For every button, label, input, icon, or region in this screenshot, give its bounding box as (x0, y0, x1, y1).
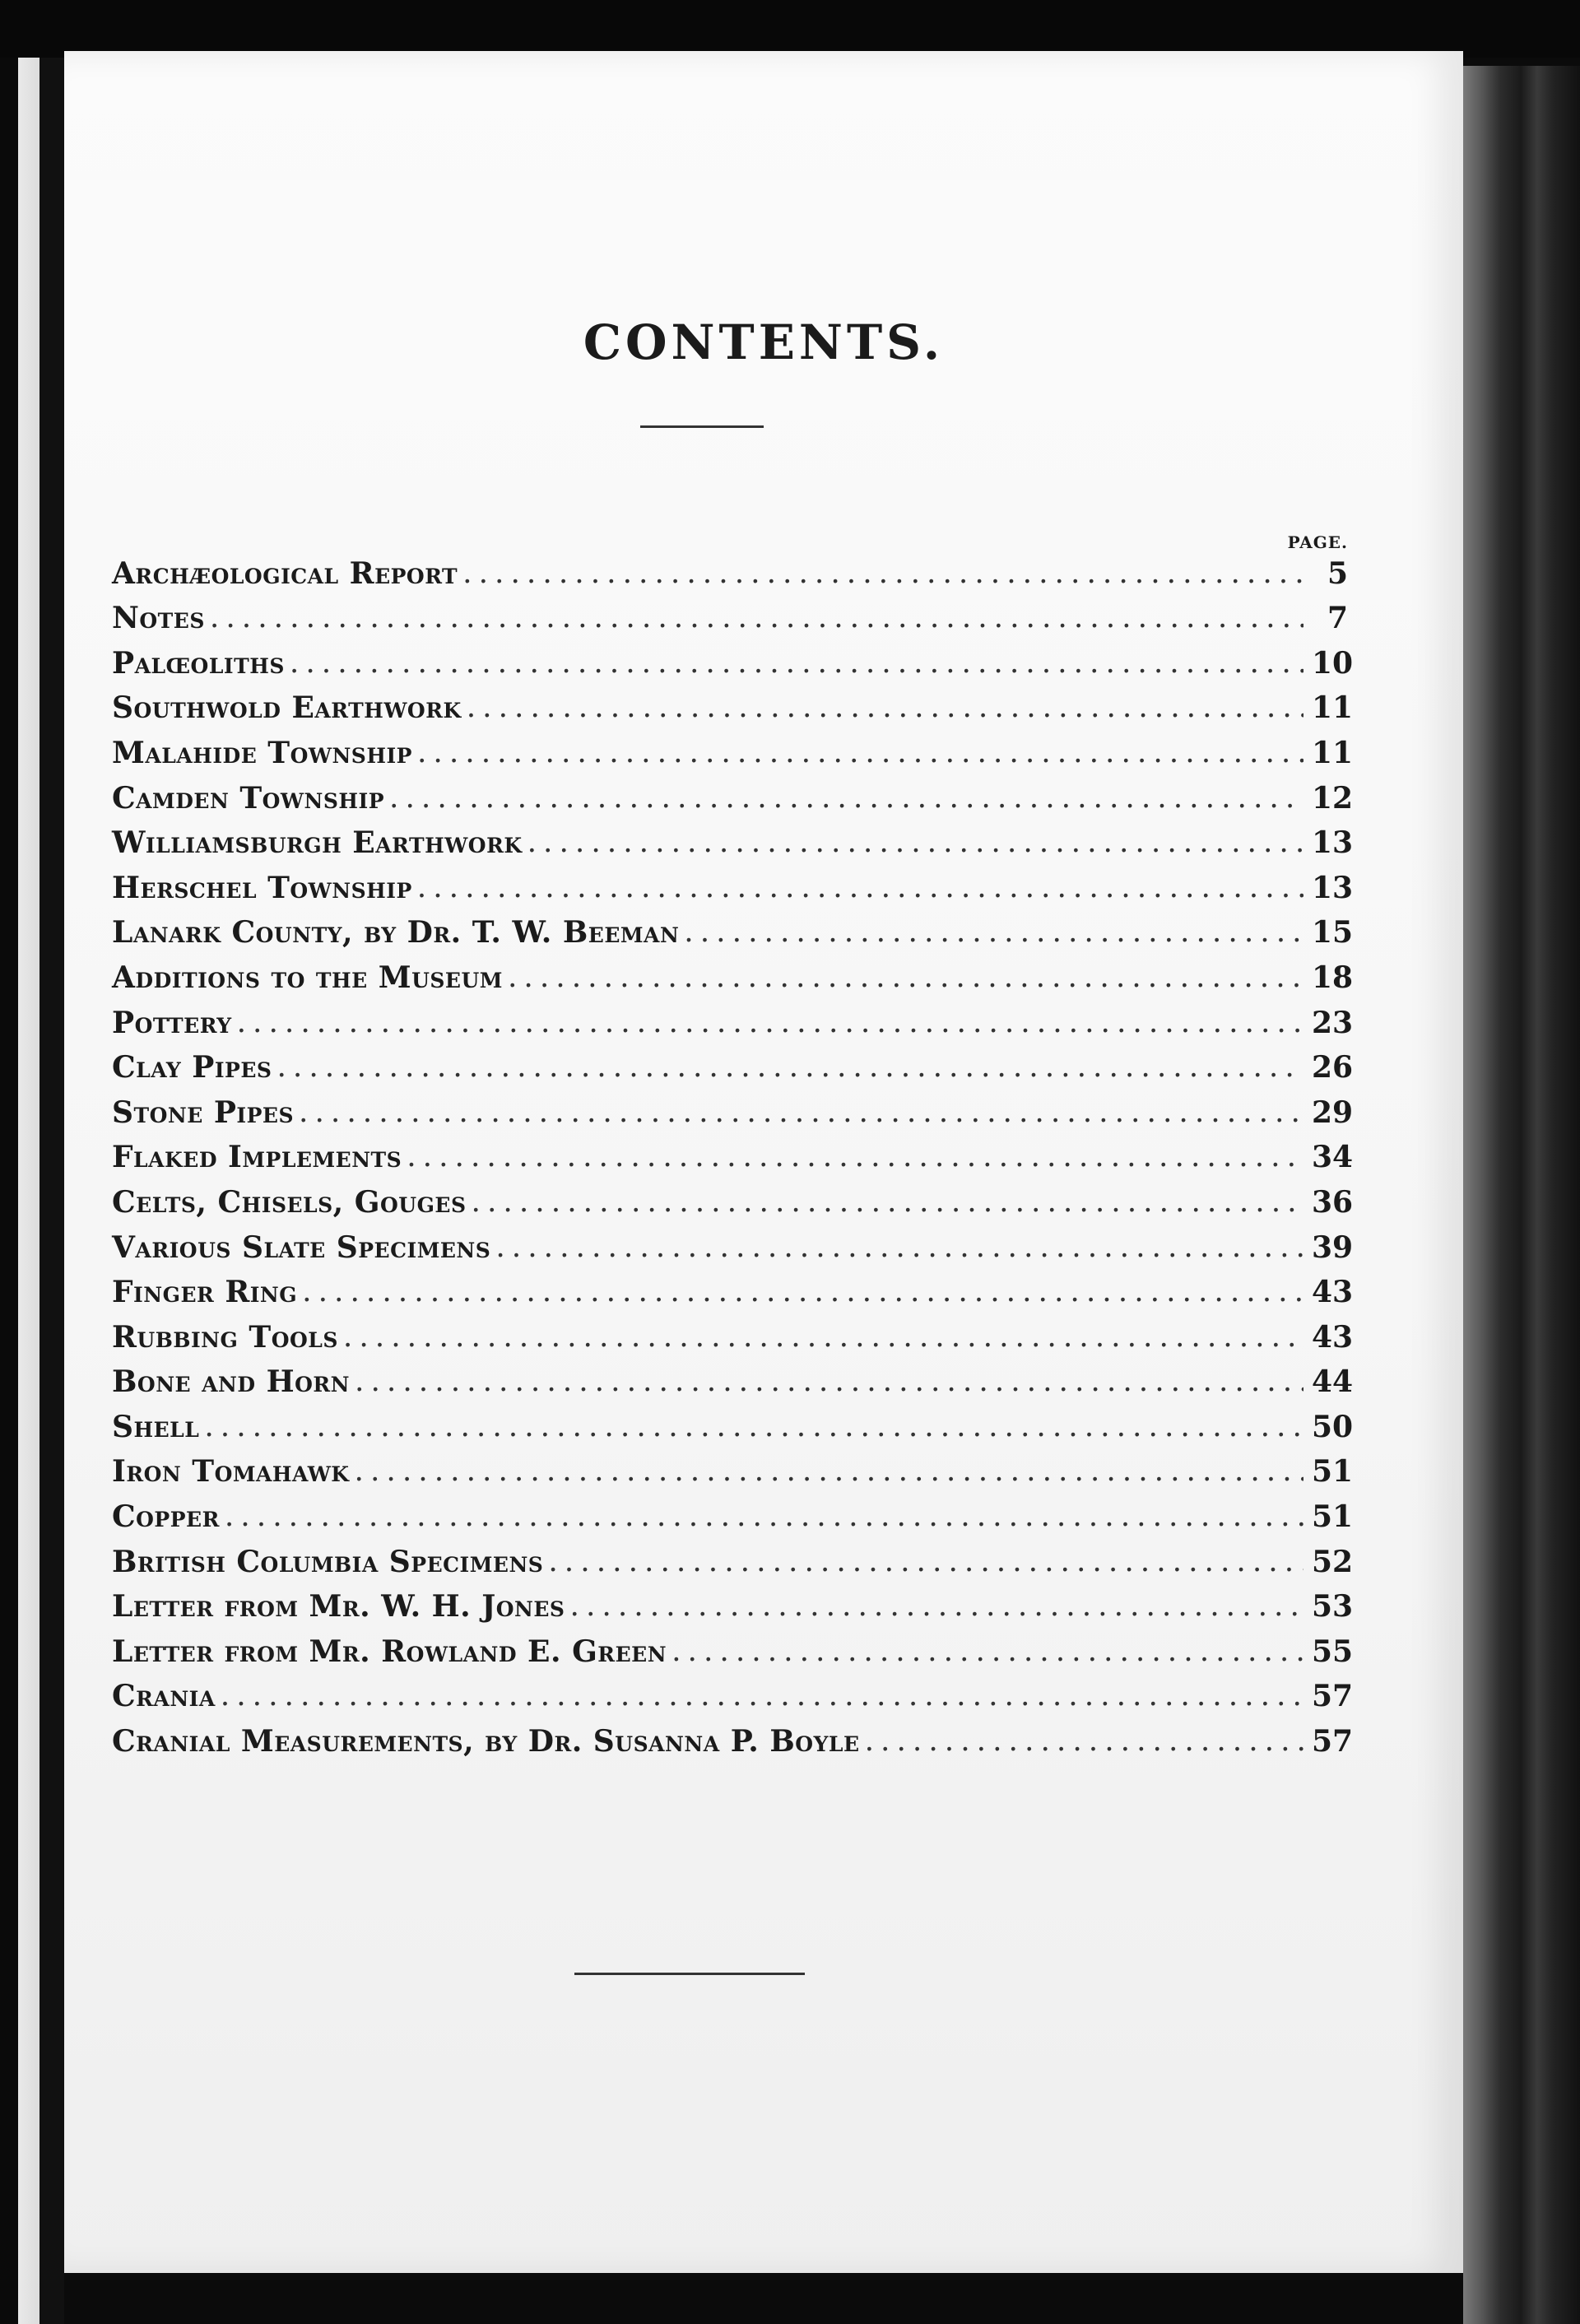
leader-dots (865, 1725, 1304, 1758)
leader-dots (210, 602, 1304, 634)
toc-entry[interactable] (112, 1219, 1354, 1265)
toc-entry-label: Malahide Township (112, 735, 412, 770)
toc-entry[interactable] (112, 1668, 1354, 1714)
toc-entry-label: Letter from Mr. W. H. Jones (112, 1589, 565, 1624)
toc-entry[interactable] (112, 1129, 1354, 1175)
closing-rule (574, 1973, 805, 1975)
toc-entry[interactable] (112, 1084, 1354, 1130)
toc-entry[interactable] (112, 545, 1348, 590)
leader-dots (417, 872, 1304, 904)
toc-entry-page: 53 (1312, 1589, 1354, 1624)
toc-entry-label: Cranial Measurements, by Dr. Susanna P. Boyle (112, 1724, 860, 1759)
toc-entry-page: 43 (1312, 1319, 1354, 1355)
toc-entry-label: Various Slate Specimens (112, 1229, 491, 1265)
toc-entry-label: Archæological Report (112, 555, 458, 591)
toc-entry-label: Letter from Mr. Rowland E. Green (112, 1634, 667, 1669)
toc-entry-page: 34 (1312, 1140, 1354, 1175)
toc-entry-label: Camden Township (112, 780, 385, 816)
leader-dots (290, 647, 1304, 680)
toc-entry[interactable] (112, 590, 1348, 635)
leader-dots (508, 961, 1304, 994)
leader-dots (407, 1141, 1304, 1174)
toc-entry[interactable] (112, 1533, 1354, 1579)
toc-entry-label: British Columbia Specimens (112, 1544, 544, 1579)
toc-entry[interactable] (112, 769, 1354, 816)
leader-dots (225, 1500, 1304, 1533)
toc-entry-page: 12 (1312, 780, 1354, 816)
toc-entry[interactable] (112, 994, 1354, 1040)
toc-entry-page: 57 (1312, 1679, 1354, 1714)
toc-entry-page: 10 (1312, 645, 1354, 681)
toc-entry-label: Rubbing Tools (112, 1319, 338, 1355)
toc-entry-page: 43 (1312, 1275, 1354, 1310)
toc-entry-label: Williamsburgh Earthwork (112, 825, 523, 861)
toc-entry[interactable] (112, 1174, 1354, 1220)
leader-dots (495, 1231, 1304, 1264)
leader-dots (684, 916, 1304, 949)
toc-entry-page: 11 (1312, 690, 1354, 726)
leader-dots (221, 1680, 1304, 1713)
toc-entry-label: Herschel Township (112, 870, 412, 905)
toc-entry[interactable] (112, 1308, 1354, 1355)
toc-entry-label: Crania (112, 1679, 216, 1714)
toc-entry[interactable] (112, 949, 1354, 995)
toc-entry[interactable] (112, 1264, 1354, 1310)
leader-dots (389, 782, 1304, 815)
scan-frame-top (0, 0, 1580, 58)
page-column-header: PAGE. (1287, 532, 1348, 552)
toc-entry-page: 13 (1312, 870, 1354, 905)
toc-entry[interactable] (112, 1398, 1354, 1444)
toc-entry-label: Lanark County, by Dr. T. W. Beeman (112, 915, 680, 951)
toc-entry[interactable] (112, 859, 1354, 905)
toc-entry-page: 52 (1312, 1544, 1354, 1579)
toc-entry-label: Stone Pipes (112, 1095, 294, 1130)
toc-entry-page: 7 (1327, 601, 1348, 636)
toc-entry-label: Clay Pipes (112, 1050, 272, 1085)
toc-entry-page: 11 (1312, 735, 1354, 770)
toc-entry[interactable] (112, 680, 1354, 726)
toc-entry-page: 50 (1312, 1409, 1354, 1444)
leader-dots (355, 1365, 1304, 1398)
page-title: CONTENTS. (583, 314, 945, 370)
left-page-margin (0, 58, 64, 2324)
toc-entry-label: Celts, Chisels, Gouges (112, 1184, 467, 1220)
toc-entry[interactable] (112, 1443, 1354, 1490)
toc-entry-label: Additions to the Museum (112, 960, 503, 995)
toc-entry-label: Pottery (112, 1005, 232, 1040)
toc-entry-page: 44 (1312, 1364, 1354, 1400)
toc-entry-page: 13 (1312, 825, 1354, 861)
leader-dots (472, 1186, 1304, 1219)
book-page-edges (1463, 66, 1580, 2324)
leader-dots (302, 1276, 1304, 1308)
toc-entry-label: Finger Ring (112, 1275, 298, 1310)
toc-entry-page: 15 (1312, 915, 1354, 951)
leader-dots (570, 1590, 1304, 1623)
toc-entry[interactable] (112, 1039, 1354, 1085)
toc-entry[interactable] (112, 1623, 1354, 1669)
toc-entry-page: 39 (1312, 1229, 1354, 1265)
toc-entry-page: 36 (1312, 1184, 1354, 1220)
title-rule (640, 425, 764, 428)
leader-dots (417, 737, 1304, 769)
toc-entry-label: Southwold Earthwork (112, 690, 462, 726)
toc-entry[interactable] (112, 815, 1354, 861)
leader-dots (355, 1455, 1304, 1488)
toc-entry-page: 51 (1312, 1499, 1354, 1535)
leader-dots (467, 691, 1304, 724)
toc-entry-label: Iron Tomahawk (112, 1454, 350, 1490)
toc-entry-page: 5 (1327, 555, 1348, 591)
toc-entry[interactable] (112, 634, 1354, 681)
toc-entry[interactable] (112, 904, 1354, 951)
toc-entry-page: 23 (1312, 1005, 1354, 1040)
toc-entry-label: Notes (112, 601, 205, 636)
toc-entry[interactable] (112, 1713, 1354, 1759)
leader-dots (299, 1096, 1304, 1129)
toc-entry-label: Bone and Horn (112, 1364, 351, 1400)
toc-entry-page: 55 (1312, 1634, 1354, 1669)
toc-entry[interactable] (112, 724, 1354, 770)
leader-dots (527, 826, 1304, 859)
toc-entry-label: Flaked Implements (112, 1140, 402, 1175)
table-of-contents (112, 545, 1354, 1759)
toc-entry-page: 26 (1312, 1050, 1354, 1085)
toc-entry[interactable] (112, 1488, 1354, 1535)
toc-entry-page: 18 (1312, 960, 1354, 995)
leader-dots (462, 557, 1304, 590)
leader-dots (672, 1635, 1304, 1668)
toc-entry-label: Palœoliths (112, 645, 285, 681)
leader-dots (237, 1006, 1304, 1039)
toc-entry-label: Shell (112, 1409, 200, 1444)
leader-dots (548, 1545, 1304, 1578)
toc-entry-page: 29 (1312, 1095, 1354, 1130)
leader-dots (343, 1321, 1304, 1354)
toc-entry[interactable] (112, 1354, 1354, 1400)
toc-entry-page: 57 (1312, 1724, 1354, 1759)
leader-dots (276, 1051, 1304, 1084)
toc-entry-page: 51 (1312, 1454, 1354, 1490)
contents-page (64, 51, 1463, 2273)
toc-entry[interactable] (112, 1578, 1354, 1624)
leader-dots (204, 1411, 1304, 1443)
toc-entry-label: Copper (112, 1499, 220, 1535)
